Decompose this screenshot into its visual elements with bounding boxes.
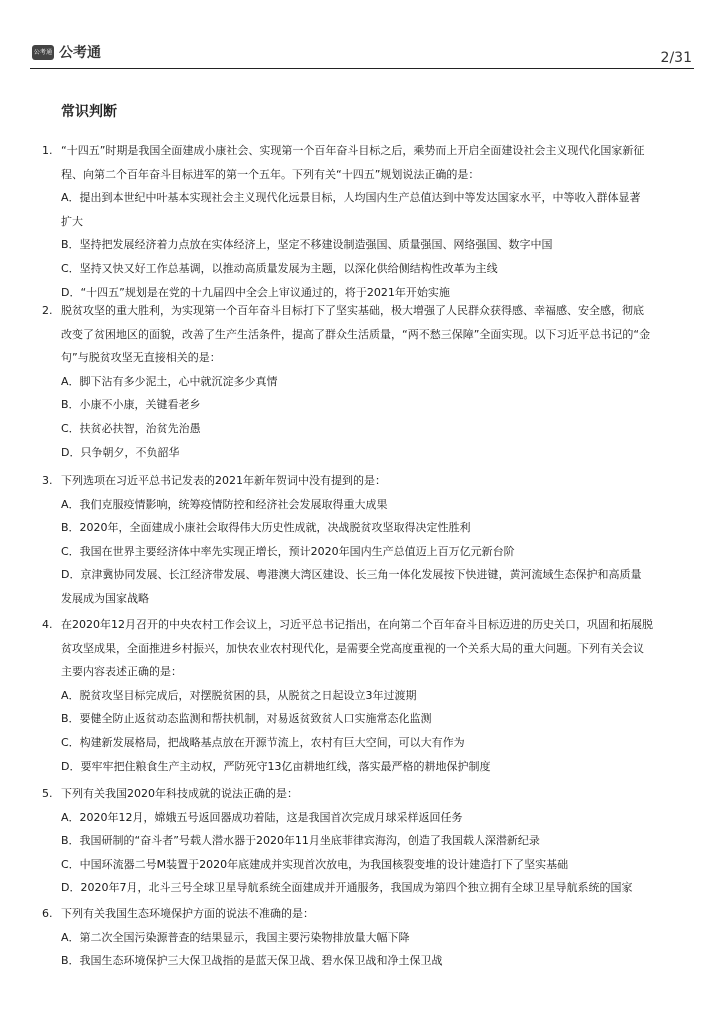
option-a: A．我们克服疫情影响，统筹疫情防控和经济社会发展取得重大成果 — [61, 497, 388, 511]
option-b: B．2020年，全面建成小康社会取得伟大历史性成就，决战脱贫攻坚取得决定性胜利 — [61, 521, 471, 535]
option-d: D．要牢牢把住粮食生产主动权，严防死守13亿亩耕地红线，落实最严格的耕地保护制度 — [61, 759, 491, 773]
option-c: C．扶贫必扶智，治贫先治愚 — [61, 422, 201, 435]
option-b: B．我国生态环境保护三大保卫战指的是蓝天保卫战、碧水保卫战和净土保卫战 — [61, 954, 443, 968]
option-c: C．构建新发展格局，把战略基点放在开源节流上，农村有巨大空间，可以大有作为 — [61, 736, 465, 749]
option-a: A．第二次全国污染源普查的结果显示，我国主要污染物排放量大幅下降 — [61, 930, 410, 944]
option-c: C．我国在世界主要经济体中率先实现正增长，预计2020年国内生产总值迈上百万亿元新台阶 — [61, 544, 515, 558]
question-stem: 在2020年12月召开的中央农村工作会议上，习近平总书记指出，在向第二个百年奋斗目标迈进的历史关口，巩固和拓展脱 — [61, 618, 653, 631]
section-title: 常识判断 — [61, 104, 117, 120]
question-stem: 下列选项在习近平总书记发表的2021年新年贺词中没有提到的是： — [61, 474, 386, 487]
question-stem: 主要内容表述正确的是： — [61, 665, 182, 679]
option-a: A．提出到本世纪中叶基本实现社会主义现代化远景目标，人均国内生产总值达到中等发达国家水平，中等收入群体显著 — [61, 191, 641, 205]
question-number: 6. — [42, 907, 53, 920]
question-number: 2. — [42, 304, 53, 317]
question-stem: 贫攻坚成果，全面推进乡村振兴，加快农业农村现代化，是需要全党高度重视的一个关系大局的重大问题。下列有关会议 — [61, 641, 644, 655]
logo-badge: 公考通 — [32, 45, 54, 60]
option-c: C．坚持又快又好工作总基调，以推动高质量发展为主题，以深化供给侧结构性改革为主线 — [61, 262, 498, 275]
option-b: B．坚持把发展经济着力点放在实体经济上，坚定不移建设制造强国、质量强国、网络强国、数字中国 — [61, 238, 553, 252]
question-stem: 脱贫攻坚的重大胜利，为实现第一个百年奋斗目标打下了坚实基础，极大增强了人民群众获得感、幸福感、安全感，彻底 — [61, 304, 644, 317]
option-a: A．脱贫攻坚目标完成后，对摆脱贫困的县，从脱贫之日起设立3年过渡期 — [61, 688, 417, 702]
option-c: C．中国环流器二号M装置于2020年底建成并实现首次放电，为我国核裂变堆的设计建造打下了坚实基础 — [61, 857, 569, 871]
option-d: D．“十四五”规划是在党的十九届四中全会上审议通过的，将于2021年开始实施 — [61, 285, 450, 299]
logo-text: 公考通 — [59, 45, 101, 61]
option-b: B．要健全防止返贫动态监测和帮扶机制，对易返贫致贫人口实施常态化监测 — [61, 712, 432, 726]
option-d: D．京津冀协同发展、长江经济带发展、粤港澳大湾区建设、长三角一体化发展按下快进键，黄河流域生态保护和高质量 — [61, 568, 642, 582]
question-number: 3. — [42, 474, 53, 487]
option-a: A．脚下沾有多少泥土，心中就沉淀多少真情 — [61, 374, 278, 388]
option-d: 发展成为国家战略 — [61, 592, 149, 605]
question-stem: “十四五”时期是我国全面建成小康社会、实现第一个百年奋斗目标之后，乘势而上开启全面建设社会主义现代化国家新征 — [61, 144, 645, 157]
option-b: B．小康不小康，关键看老乡 — [61, 398, 201, 412]
option-d: D．只争朝夕，不负韶华 — [61, 445, 180, 459]
question-number: 5. — [42, 787, 53, 800]
option-d: D．2020年7月，北斗三号全球卫星导航系统全面建成并开通服务，我国成为第四个独立拥有全球卫星导航系统的国家 — [61, 881, 633, 895]
question-stem: 程、向第二个百年奋斗目标进军的第一个五年。下列有关“十四五”规划说法正确的是： — [61, 167, 480, 181]
question-stem: 下列有关我国2020年科技成就的说法正确的是： — [61, 787, 298, 800]
question-stem: 改变了贫困地区的面貌，改善了生产生活条件，提高了群众生活质量，“两不愁三保障”全面实现。以下习近平总书记的“金 — [61, 327, 651, 341]
question-stem: 句”与脱贫攻坚无直接相关的是： — [61, 351, 221, 365]
question-number: 1. — [42, 144, 53, 157]
question-stem: 下列有关我国生态环境保护方面的说法不准确的是： — [61, 907, 314, 920]
option-a: A．2020年12月，嫦娥五号返回器成功着陆，这是我国首次完成月球采样返回任务 — [61, 810, 463, 824]
option-a: 扩大 — [61, 214, 83, 228]
page-number: 2/31 — [660, 50, 692, 66]
question-number: 4. — [42, 618, 53, 631]
option-b: B．我国研制的“奋斗者”号载人潜水器于2020年11月坐底菲律宾海沟，创造了我国载人深潜新纪录 — [61, 834, 540, 848]
